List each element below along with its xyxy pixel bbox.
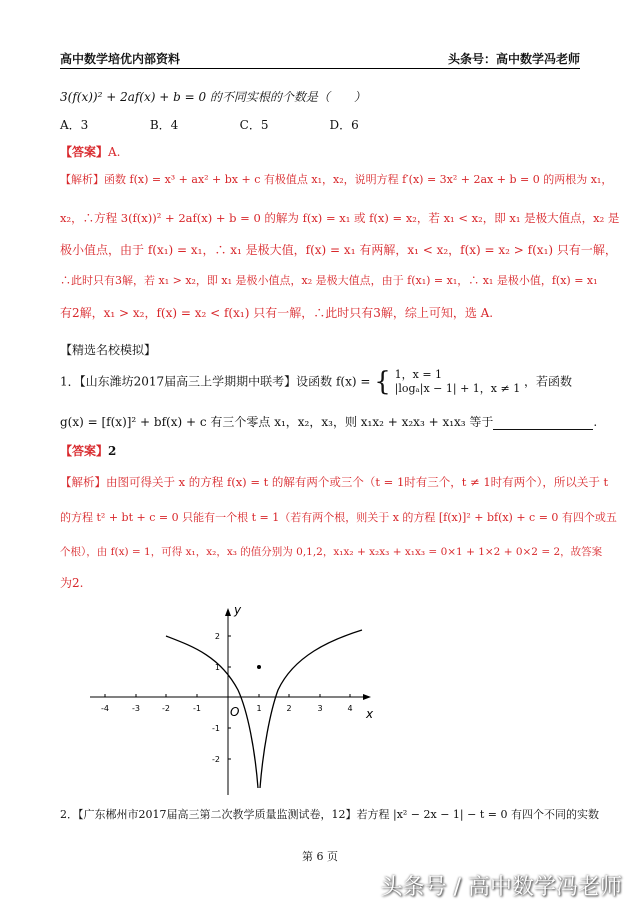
answer-2 [60,443,116,459]
answer-blank [493,417,593,430]
analysis-1-line: 极小值点，由于 f(x₁) = x₁，∴ x₁ 是极大值，f(x) = x₁ 有两解，x₁ < x₂，f(x) = x₂ > f(x₁) 只有一解， [60,243,617,257]
curve-left-branch [166,636,258,788]
header-left: 高中数学培优内部资料 [60,52,181,66]
analysis-1-line: ∴此时只有3解，若 x₁ > x₂，即 x₁ 是极小值点，x₂ 是极大值点，由于 f(x₁) = x₁，∴ x₁ 是极小值，f(x) = x₁ [60,274,598,287]
answer-2-value: 2 [108,444,117,458]
question-2: 2．【广东郴州市2017届高三第二次教学质量监测试卷，12】若方程 |x² − 2x − 1| − t = 0 有四个不同的实数 [60,808,599,821]
x-tick-label: -3 [132,704,140,713]
y-tick-label: -1 [212,724,220,733]
piecewise-case-1: 1，x = 1 [394,368,443,381]
question-1-line1 [60,368,572,396]
question-1-line2 [60,414,597,430]
option-a: A．3 [60,118,89,132]
option-b: B．4 [149,118,179,132]
analysis-2-line: 为2. [60,576,84,590]
analysis-1-line: x₂，∴方程 3(f(x))² + 2af(x) + b = 0 的解为 f(x) = x₁ 或 f(x) = x₂，若 x₁ < x₂，即 x₁ 是极大值点，x₂ 是 [60,211,620,225]
piecewise-case-2: |logₐ|x − 1| + 1，x ≠ 1 [394,382,521,395]
question-tail: 3(f(x))² + 2af(x) + b = 0 的不同实根的个数是（ ） [60,90,366,104]
analysis-2-line: 【解析】由图可得关于 x 的方程 f(x) = t 的解有两个或三个（t = 1时有三个，t ≠ 1时有两个），所以关于 t [60,475,609,489]
x-tick-label: 4 [347,704,353,713]
isolated-point [257,665,261,669]
x-axis-arrow [363,694,371,700]
question-1-end: . [593,415,598,429]
watermark: 头条号 / 高中数学冯老师 [380,875,622,900]
y-axis-arrow [225,608,231,616]
options-row [60,117,415,133]
answer-2-label: 【答案】 [60,444,109,458]
question-1-text: g(x) = [f(x)]² + bf(x) + c 有三个零点 x₁，x₂，x₃，则 x₁x₂ + x₂x₃ + x₁x₃ 等于 [60,415,494,429]
y-tick-label: -2 [212,755,220,764]
x-tick-label: -1 [193,704,201,713]
answer-1-label: 【答案】 [60,145,109,159]
analysis-1-line: 有2解，x₁ > x₂，f(x) = x₂ < f(x₁) 只有一解，∴此时只有3解，综上可知，选 A. [60,306,494,320]
section-title: 【精选名校模拟】 [60,343,157,357]
y-tick-label: 1 [214,663,220,672]
analysis-2-line: 的方程 t² + bt + c = 0 只能有一个根 t = 1（若有两个根，则关于 x 的方程 [f(x)]² + bf(x) + c = 0 有四个或五 [60,511,617,524]
x-tick-label: 2 [286,704,292,713]
option-c: C．5 [239,118,269,132]
x-axis-label: x [366,707,374,721]
function-graph [80,600,390,800]
option-d: D．6 [329,118,359,132]
x-tick-label: 3 [317,704,323,713]
piecewise-brace: { [374,367,391,397]
header-rule [60,68,580,69]
analysis-2-line: 个根），由 f(x) = 1，可得 x₁，x₂，x₃ 的值分别为 0,1,2，x₁x₂ + x₂x₃ + x₁x₃ = 0×1 + 1×2 + 0×2 = 2，故答案 [60,546,603,558]
question-1-suffix: ，若函数 [524,374,573,389]
x-tick-label: -4 [101,704,109,713]
x-tick-label: -2 [162,704,170,713]
piecewise-cases [395,368,521,396]
answer-1-value: A. [108,145,121,159]
analysis-1-line: 【解析】函数 f(x) = x³ + ax² + bx + c 有极值点 x₁，x₂，说明方程 f′(x) = 3x² + 2ax + b = 0 的两根为 x₁， [60,173,613,186]
header-right: 头条号：高中数学冯老师 [447,52,580,66]
y-axis-label: y [234,603,242,617]
page-number: 第 6 页 [302,850,338,863]
x-tick-label: 1 [256,704,262,713]
origin-label: O [230,705,240,719]
question-1-prefix: 1．【山东潍坊2017届高三上学期期中联考】设函数 f(x) = [60,374,371,389]
answer-1 [60,144,121,160]
y-tick-label: 2 [214,632,220,641]
